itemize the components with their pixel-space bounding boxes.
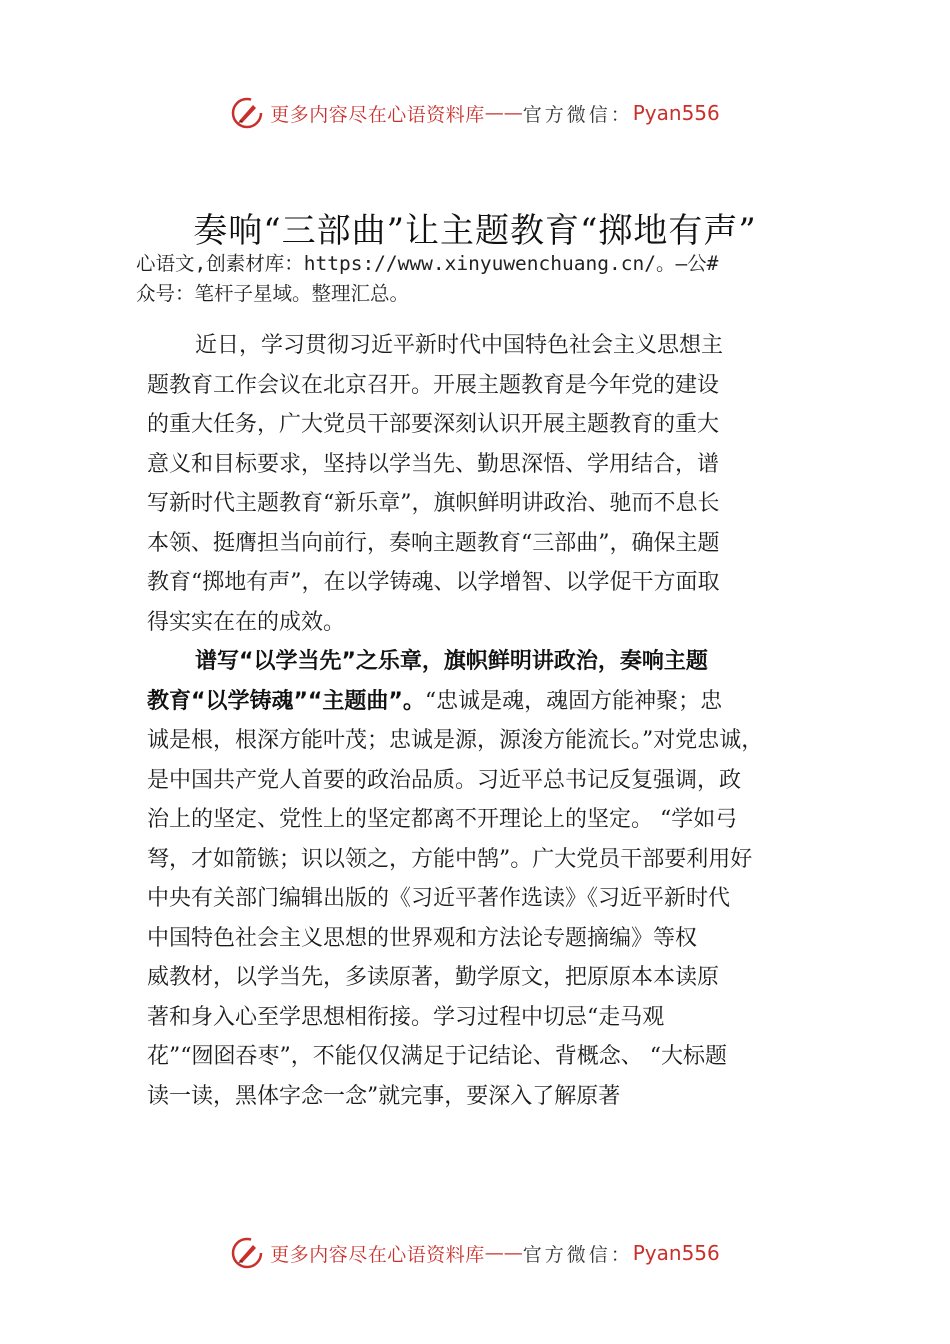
body-line: 读一读，黑体字念一念”就完事，要深入了解原著 [147,1083,621,1109]
body-line: 治上的坚定、党性上的坚定都离不开理论上的坚定。 “学如弓 [147,807,738,832]
banner-text: 更多内容尽在心语资料库 [270,1243,485,1266]
banner-wechat-id: Pyan556 [632,1241,720,1265]
section-heading-text: 教育“以学铸魂”“主题曲”。 [147,688,425,714]
document-title: 奏响“三部曲”让主题教育“掷地有声” [193,211,757,251]
source-line: 众号：笔杆子星域。整理汇总。 [136,282,410,305]
body-line: 教育“掷地有声”，在以学铸魂、以学增智、以学促干方面取 [147,570,720,595]
section-heading-line [147,642,837,682]
body-line: 写新时代主题教育“新乐章”，旗帜鲜明讲政治、驰而不息长 [147,491,720,516]
source-note [136,249,836,309]
footer-banner [0,1233,950,1273]
section-heading-text: 谱写“以学当先”之乐章，旗帜鲜明讲政治，奏响主题 [195,649,708,674]
header-banner [0,93,950,133]
body-line: 威教材，以学当先，多读原著，勤学原文，把原原本本读原 [147,965,720,990]
body-line: 本领、挺膺担当向前行，奏响主题教育“三部曲”，确保主题 [147,530,720,556]
banner-text: 更多内容尽在心语资料库 [270,103,485,126]
body-line: 意义和目标要求，坚持以学当先、勤思深悟、学用结合，谱 [147,451,720,477]
body-line: 著和身入心至学思想相衔接。学习过程中切忌“走马观 [147,1004,665,1030]
banner-wechat-id: Pyan556 [632,101,720,125]
body-line: 是中国共产党人首要的政治品质。习近平总书记反复强调，政 [147,767,742,793]
body-line: 题教育工作会议在北京召开。开展主题教育是今年党的建设 [147,372,720,398]
document-body [147,326,837,1116]
banner-separator: —— [484,102,523,124]
body-line: 诚是根，根深方能叶茂；忠诚是源，源浚方能流长。”对党忠诚， [147,728,764,753]
body-line [147,682,837,722]
body-line: 得实实在在的成效。 [147,609,346,635]
body-line: 中央有关部门编辑出版的《习近平著作选读》《习近平新时代 [147,886,731,911]
banner-separator: —— [484,1242,523,1264]
body-line: 近日，学习贯彻习近平新时代中国特色社会主义思想主 [195,333,724,358]
body-line: 中国特色社会主义思想的世界观和方法论专题摘编》等权 [147,925,698,951]
brush-logo-icon [230,1236,264,1270]
banner-wechat-label: 官方微信： [522,1243,633,1266]
body-line: 的重大任务，广大党员干部要深刻认识开展主题教育的重大 [147,412,720,437]
banner-wechat-label: 官方微信： [522,103,633,126]
body-line: 弩，才如箭镞；识以领之，方能中鹄”。广大党员干部要利用好 [147,846,753,872]
brush-logo-icon [230,96,264,130]
body-text: “忠诚是魂，魂固方能神聚；忠 [424,688,723,714]
source-line: 心语文,创素材库：https://www.xinyuwenchuang.cn/。—公# [136,252,719,275]
body-line: 花”“囫囵吞枣”，不能仅仅满足于记结论、背概念、 “大标题 [147,1044,727,1069]
